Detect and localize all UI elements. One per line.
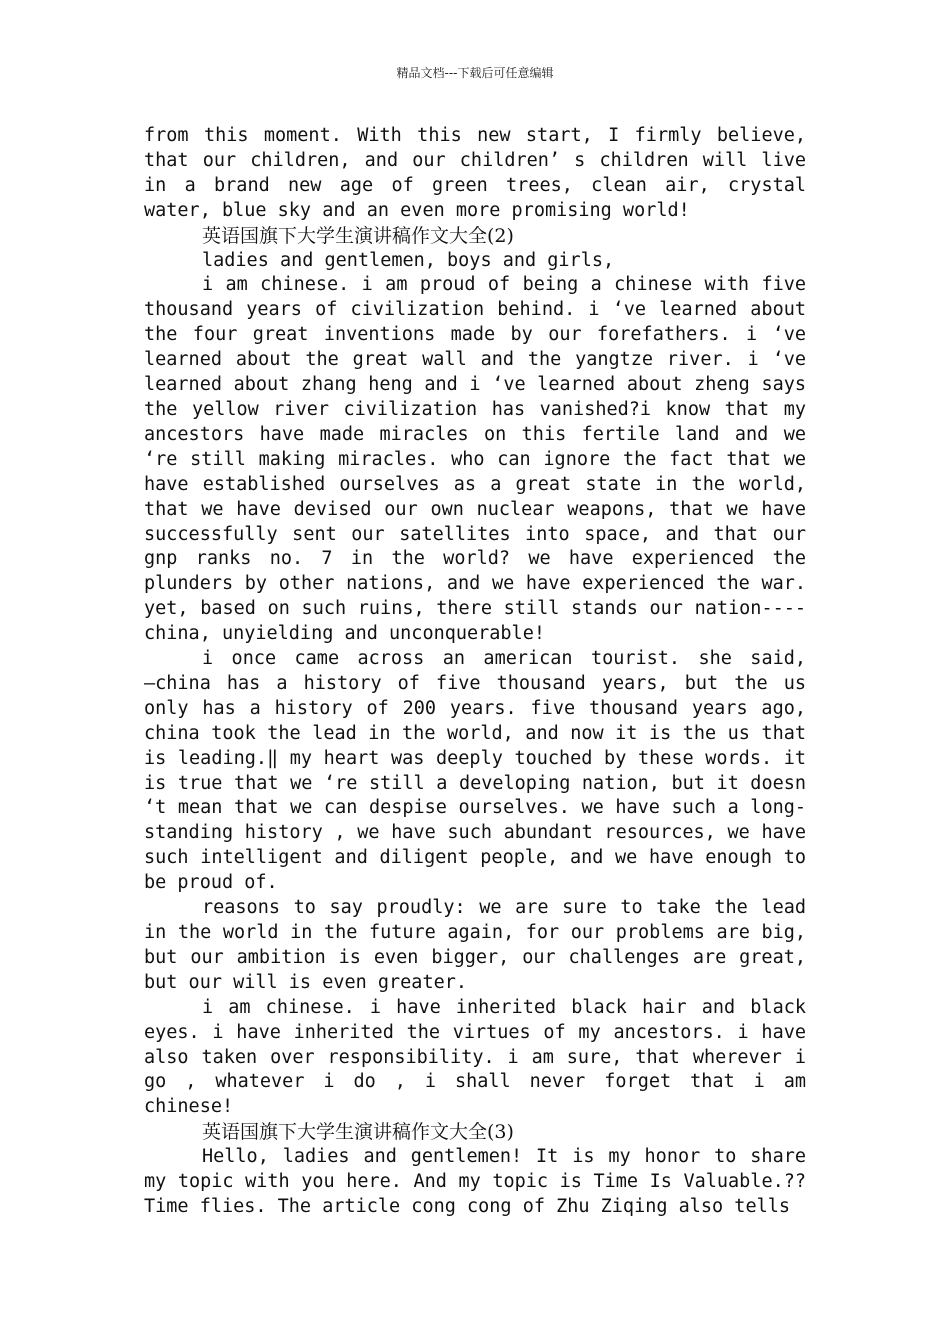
- paragraph-reasons: reasons to say proudly: we are sure to take the lead in the world in the future again, for our problems are big, but our ambition is even bigger, our challenges are great, but our will is even greater.: [144, 897, 806, 993]
- paragraph-american-tourist: i once came across an american tourist. she said, ―china has a history of five thousand years, but the us only has a history of 200 years. five thousand years ago, china took the lead in the world, and now it is the us that is leading.‖ my heart was deeply touched by these words. it is true that we ‘re still a developing nation, but it doesn ‘t mean that we can despise ourselves. we have such a long-standing history , we have such abundant resources, we have such intelligent and diligent people, and we have enough to be proud of.: [144, 648, 806, 894]
- document-body: [144, 124, 806, 1220]
- paragraph-inherited: i am chinese. i have inherited black hair and black eyes. i have inherited the virtues of my ancestors. i have also taken over responsibility. i am sure, that wherever i go , whatever i do , i shall never forget that i am chinese!: [144, 996, 806, 1118]
- paragraph-salutation: ladies and gentlemen, boys and girls,: [202, 249, 615, 271]
- section-heading-2: 英语国旗下大学生演讲稿作文大全(2): [202, 224, 514, 247]
- page-header: 精品文档---下载后可任意编辑: [396, 66, 554, 80]
- paragraph-intro-continuation: from this moment. With this new start, I firmly believe, that our children, and our children’ s children will live in a brand new age of green trees, clean air, crystal water, blue sky and an even more promising world!: [144, 125, 806, 221]
- section-heading-3: 英语国旗下大学生演讲稿作文大全(3): [202, 1121, 514, 1144]
- paragraph-time-is-valuable: Hello, ladies and gentlemen! It is my honor to share my topic with you here. And my topic is Time Is Valuable.?? Time flies. The article cong cong of Zhu Ziqing also tells: [144, 1146, 806, 1217]
- paragraph-i-am-chinese: i am chinese. i am proud of being a chinese with five thousand years of civilization behind. i ‘ve learned about the four great inventions made by our forefathers. i ‘ve learned about the great wall and the yangtze river. i ‘ve learned about zhang heng and i ‘ve learned about zheng says the yellow river civilization has vanished?i know that my ancestors have made miracles on this fertile land and we ‘re still making miracles. who can ignore the fact that we have established ourselves as a great state in the world, that we have devised our own nuclear weapons, that we have successfully sent our satellites into space, and that our gnp ranks no. 7 in the world? we have experienced the plunders by other nations, and we have experienced the war. yet, based on such ruins, there still stands our nation----china, unyielding and unconquerable!: [144, 274, 806, 645]
